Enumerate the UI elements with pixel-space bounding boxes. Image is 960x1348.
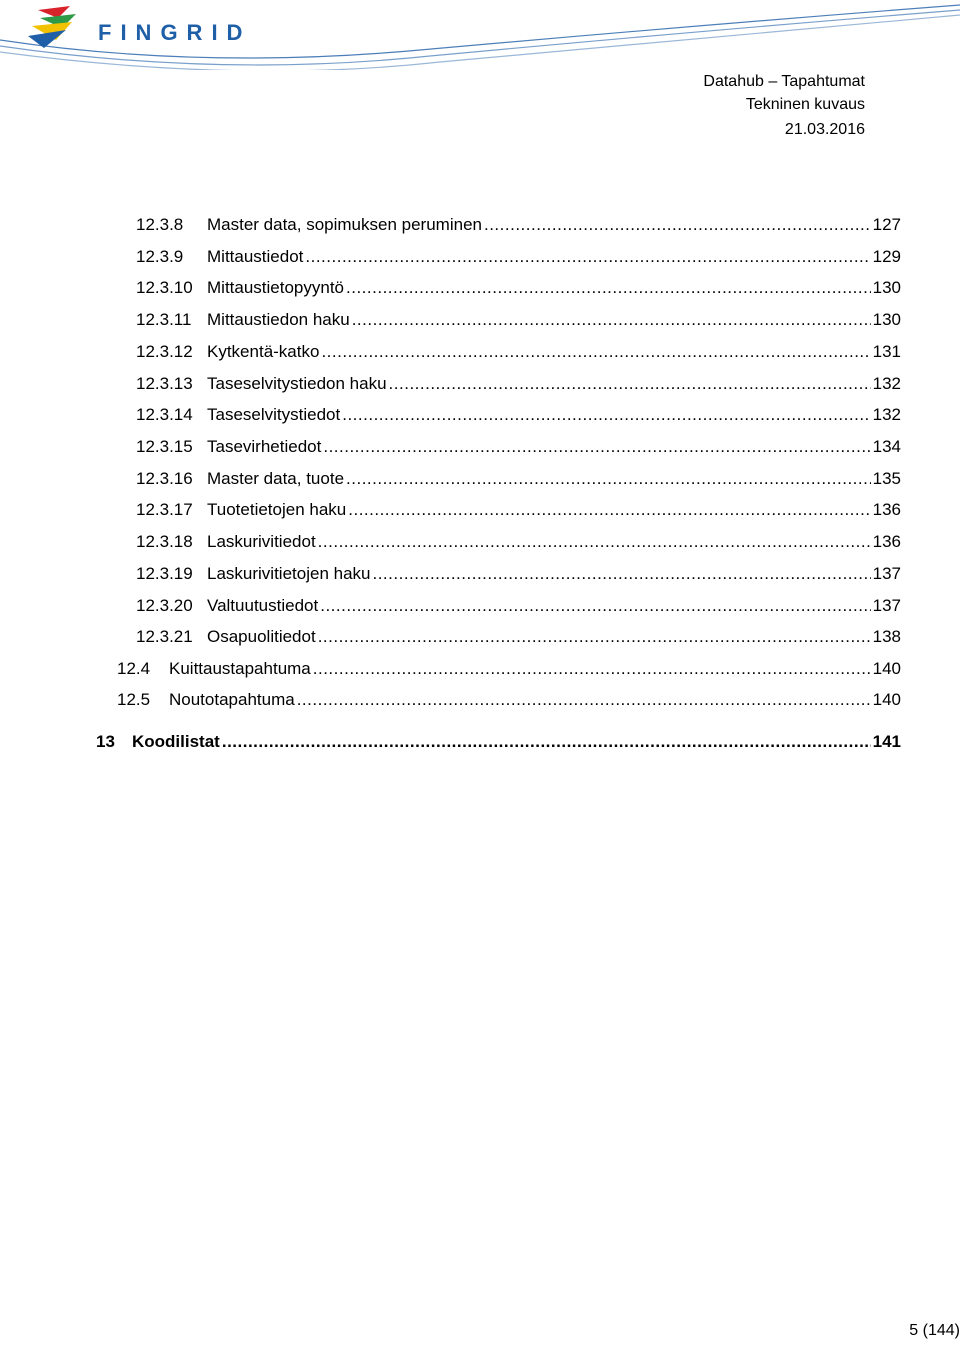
toc-title: Laskurivitiedot (207, 532, 316, 551)
toc-title: Mittaustiedot (207, 247, 304, 266)
toc-number: 12.3.16 (136, 469, 193, 488)
toc-page: 136 (872, 500, 901, 519)
toc-page: 137 (872, 596, 901, 615)
toc-entry[interactable] (136, 308, 901, 332)
toc-page: 141 (872, 732, 901, 751)
toc-leader (323, 435, 870, 459)
toc-entry[interactable] (136, 562, 901, 586)
page-number: 5 (144) (909, 1322, 960, 1339)
toc-leader (389, 372, 871, 396)
toc-entry[interactable] (136, 372, 901, 396)
toc-number: 12.3.15 (136, 437, 193, 456)
fingrid-logo (0, 0, 960, 70)
toc-number: 12.3.11 (136, 310, 192, 329)
logo-text: FINGRID (98, 20, 252, 45)
toc-page: 130 (872, 278, 901, 297)
doc-title: Datahub – Tapahtumat (703, 73, 865, 90)
toc-title: Tuotetietojen haku (207, 500, 347, 519)
page-header (0, 0, 960, 150)
toc-page: 132 (872, 374, 901, 393)
toc-number: 12.5 (117, 690, 151, 709)
toc-page: 131 (872, 342, 901, 361)
toc-page: 138 (872, 627, 901, 646)
toc-entry[interactable] (136, 276, 901, 300)
toc-number: 12.3.17 (136, 500, 193, 519)
toc-page: 129 (872, 247, 901, 266)
doc-date: 21.03.2016 (784, 121, 865, 138)
toc-leader (318, 530, 871, 554)
toc-entry[interactable] (117, 657, 901, 681)
toc-number: 12.3.18 (136, 532, 193, 551)
toc-title: Tasevirhetiedot (207, 437, 322, 456)
header-info (703, 70, 865, 141)
toc-page: 130 (872, 310, 901, 329)
toc-number: 12.3.10 (136, 278, 193, 297)
toc-page: 135 (872, 469, 901, 488)
toc-entry[interactable] (136, 245, 901, 269)
toc-entry[interactable] (136, 213, 901, 237)
toc-title: Master data, sopimuksen peruminen (207, 215, 482, 234)
toc-number: 12.3.12 (136, 342, 193, 361)
toc-leader (484, 213, 871, 237)
toc-entry[interactable] (136, 498, 901, 522)
toc-leader (321, 340, 870, 364)
doc-subtitle: Tekninen kuvaus (745, 96, 865, 113)
toc-leader (297, 688, 871, 712)
toc-page: 137 (872, 564, 901, 583)
toc-entry[interactable] (136, 403, 901, 427)
toc-leader (352, 308, 871, 332)
toc-number: 12.4 (117, 659, 151, 678)
toc-leader (222, 730, 871, 754)
toc-title: Master data, tuote (207, 469, 345, 488)
toc-title: Taseselvitystiedon haku (207, 374, 387, 393)
toc-page: 134 (872, 437, 901, 456)
toc-page: 127 (872, 215, 901, 234)
toc-leader (318, 625, 871, 649)
toc-title: Osapuolitiedot (207, 627, 316, 646)
toc-leader (348, 498, 870, 522)
toc-number: 13 (96, 732, 115, 751)
toc-page: 132 (872, 405, 901, 424)
toc-leader (346, 276, 871, 300)
toc-number: 12.3.20 (136, 596, 193, 615)
toc-entry[interactable] (136, 435, 901, 459)
toc-page: 140 (872, 690, 901, 709)
toc-title: Koodilistat (132, 732, 220, 751)
toc-entry[interactable] (136, 625, 901, 649)
toc-title: Valtuutustiedot (207, 596, 319, 615)
toc-number: 12.3.21 (136, 627, 193, 646)
toc-leader (320, 594, 870, 618)
toc-number: 12.3.8 (136, 215, 184, 234)
toc-number: 12.3.14 (136, 405, 193, 424)
toc-title: Noutotapahtuma (169, 690, 295, 709)
toc-title: Mittaustietopyyntö (207, 278, 345, 297)
toc-leader (372, 562, 870, 586)
toc-page: 140 (872, 659, 901, 678)
toc-number: 12.3.19 (136, 564, 193, 583)
toc-title: Kytkentä-katko (207, 342, 320, 361)
toc-entry[interactable] (136, 594, 901, 618)
page-footer (0, 1318, 960, 1348)
toc-title: Mittaustiedon haku (207, 310, 350, 329)
toc-entry[interactable] (136, 530, 901, 554)
toc-leader (342, 403, 870, 427)
toc-page: 136 (872, 532, 901, 551)
toc-entry[interactable] (136, 467, 901, 491)
toc-title: Laskurivitietojen haku (207, 564, 371, 583)
toc-leader (313, 657, 871, 681)
toc-leader (346, 467, 871, 491)
toc-entry[interactable] (136, 340, 901, 364)
toc-number: 12.3.9 (136, 247, 184, 266)
toc-title: Kuittaustapahtuma (169, 659, 311, 678)
toc-entry[interactable] (117, 688, 901, 712)
toc-leader (305, 245, 870, 269)
toc-entry-chapter[interactable] (96, 730, 901, 754)
toc-title: Taseselvitystiedot (207, 405, 341, 424)
toc-number: 12.3.13 (136, 374, 193, 393)
